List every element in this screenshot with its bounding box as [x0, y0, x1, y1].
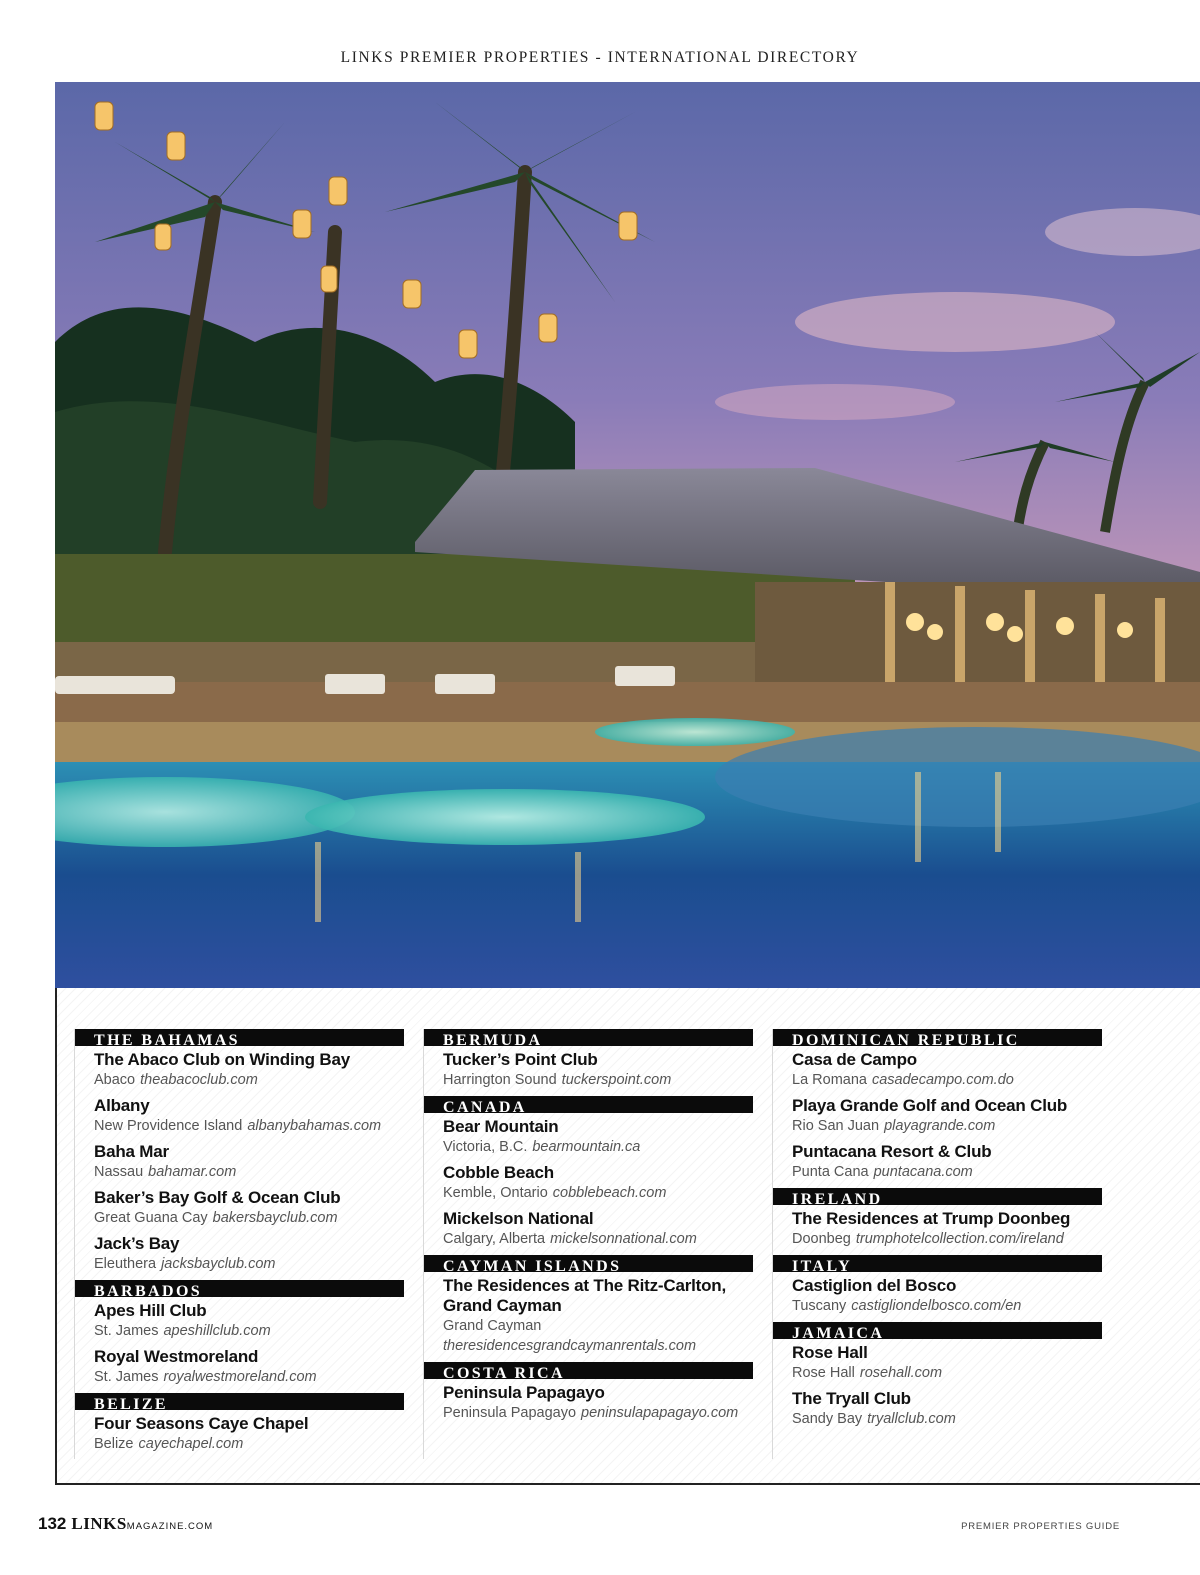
listing-name: Baker’s Bay Golf & Ocean Club — [94, 1188, 341, 1207]
listing-entry — [424, 1209, 753, 1249]
listing-url[interactable]: albanybahamas.com — [247, 1118, 382, 1134]
folio — [38, 1514, 213, 1534]
listing-name: Playa Grande Golf and Ocean Club — [792, 1096, 1068, 1115]
section-heading-bermuda: BERMUDA — [424, 1029, 753, 1046]
listing-location: Grand Cayman — [443, 1318, 542, 1334]
listing-entry — [75, 1096, 404, 1136]
listing-entry — [75, 1188, 404, 1228]
listing-name: Castiglion del Bosco — [792, 1276, 957, 1295]
listing-location: Peninsula Papagayo — [443, 1405, 577, 1421]
listing-url[interactable]: bearmountain.ca — [532, 1139, 641, 1155]
listing-entry — [75, 1142, 404, 1182]
listing-entry — [773, 1209, 1102, 1249]
listing-location: Belize — [94, 1436, 134, 1452]
listing-location: Rose Hall — [792, 1365, 855, 1381]
listing-location: Kemble, Ontario — [443, 1185, 548, 1201]
listing-url[interactable]: peninsulapapagayo.com — [581, 1405, 739, 1421]
listing-entry — [75, 1234, 404, 1274]
listing-url[interactable]: casadecampo.com.do — [871, 1072, 1014, 1088]
listing-url[interactable]: apeshillclub.com — [163, 1323, 271, 1339]
listing-name: Albany — [94, 1096, 150, 1115]
listing-name: Rose Hall — [792, 1343, 868, 1362]
section-heading-costa-rica: COSTA RICA — [424, 1362, 753, 1379]
page-number: 132 — [38, 1514, 67, 1533]
listing-url[interactable]: playagrande.com — [884, 1118, 996, 1134]
listing-entry — [773, 1389, 1102, 1429]
listing-entry — [75, 1301, 404, 1341]
listing-name: Apes Hill Club — [94, 1301, 207, 1320]
listing-name: Baha Mar — [94, 1142, 169, 1161]
section-heading-ireland: IRELAND — [773, 1188, 1102, 1205]
listing-location: Nassau — [94, 1164, 144, 1180]
section-heading-italy: ITALY — [773, 1255, 1102, 1272]
listing-name: Four Seasons Caye Chapel — [94, 1414, 309, 1433]
listing-name: Royal Westmoreland — [94, 1347, 259, 1366]
listing-entry — [773, 1276, 1102, 1316]
listing-location: Harrington Sound — [443, 1072, 557, 1088]
listing-name: Mickelson National — [443, 1209, 594, 1228]
listing-url[interactable]: mickelsonnational.com — [550, 1231, 697, 1247]
section-heading-belize: BELIZE — [75, 1393, 404, 1410]
listing-name: Casa de Campo — [792, 1050, 917, 1069]
listing-name: Bear Mountain — [443, 1117, 559, 1136]
magazine-domain[interactable]: MAGAZINE.COM — [126, 1521, 214, 1532]
listing-location: Sandy Bay — [792, 1411, 863, 1427]
section-heading-bahamas: THE BAHAMAS — [75, 1029, 404, 1046]
listing-entry — [773, 1050, 1102, 1090]
listing-location: New Providence Island — [94, 1118, 243, 1134]
listing-entry — [424, 1117, 753, 1157]
listing-entry — [424, 1383, 753, 1423]
listing-location: Abaco — [94, 1072, 136, 1088]
listing-url[interactable]: tryallclub.com — [867, 1411, 956, 1427]
listing-location: Calgary, Alberta — [443, 1231, 546, 1247]
listing-entry — [773, 1142, 1102, 1182]
listing-name: The Abaco Club on Winding Bay — [94, 1050, 350, 1069]
listing-entry — [424, 1276, 753, 1356]
listing-location: Tuscany — [792, 1298, 847, 1314]
listing-url[interactable]: rosehall.com — [859, 1365, 943, 1381]
listing-entry — [773, 1343, 1102, 1383]
listing-entry — [75, 1347, 404, 1387]
listing-location: La Romana — [792, 1072, 867, 1088]
listing-name: Peninsula Papagayo — [443, 1383, 605, 1402]
listing-name: The Residences at The Ritz-Carlton, Grand Cayman — [443, 1276, 726, 1315]
listing-url[interactable]: puntacana.com — [873, 1164, 973, 1180]
listing-url[interactable]: cayechapel.com — [138, 1436, 244, 1452]
running-head: LINKS PREMIER PROPERTIES - INTERNATIONAL DIRECTORY — [340, 49, 860, 66]
listing-entry — [424, 1163, 753, 1203]
listing-url[interactable]: bakersbayclub.com — [212, 1210, 338, 1226]
listing-name: The Residences at Trump Doonbeg — [792, 1209, 1071, 1228]
listing-location: Punta Cana — [792, 1164, 869, 1180]
section-heading-dominican-republic: DOMINICAN REPUBLIC — [773, 1029, 1102, 1046]
listing-entry — [424, 1050, 753, 1090]
listing-url[interactable]: theabacoclub.com — [140, 1072, 258, 1088]
listing-entry — [773, 1096, 1102, 1136]
listing-url[interactable]: bahamar.com — [148, 1164, 237, 1180]
listing-location: Rio San Juan — [792, 1118, 880, 1134]
listing-url[interactable]: royalwestmoreland.com — [163, 1369, 317, 1385]
section-heading-cayman-islands: CAYMAN ISLANDS — [424, 1255, 753, 1272]
listing-url[interactable]: theresidencesgrandcaymanrentals.com — [443, 1338, 697, 1354]
listing-location: Great Guana Cay — [94, 1210, 208, 1226]
listing-location: St. James — [94, 1323, 159, 1339]
listing-name: Jack’s Bay — [94, 1234, 180, 1253]
directory-column-3 — [772, 1029, 1102, 1459]
listing-entry — [75, 1050, 404, 1090]
resort-pool-photo — [55, 82, 1200, 988]
listing-name: Cobble Beach — [443, 1163, 554, 1182]
listing-name: Tucker’s Point Club — [443, 1050, 598, 1069]
listing-url[interactable]: castigliondelbosco.com/en — [851, 1298, 1022, 1314]
listing-entry — [75, 1414, 404, 1454]
listing-location: Victoria, B.C. — [443, 1139, 528, 1155]
guide-label: PREMIER PROPERTIES GUIDE — [961, 1521, 1120, 1532]
section-heading-canada: CANADA — [424, 1096, 753, 1113]
listing-url[interactable]: trumphotelcollection.com/ireland — [855, 1231, 1064, 1247]
listing-name: The Tryall Club — [792, 1389, 911, 1408]
directory-column-2 — [423, 1029, 753, 1459]
listing-location: Eleuthera — [94, 1256, 157, 1272]
directory-column-1 — [74, 1029, 404, 1459]
section-heading-barbados: BARBADOS — [75, 1280, 404, 1297]
listing-url[interactable]: cobblebeach.com — [552, 1185, 667, 1201]
listing-location: St. James — [94, 1369, 159, 1385]
magazine-name: LINKS — [71, 1514, 127, 1533]
listing-location: Doonbeg — [792, 1231, 851, 1247]
listing-name: Puntacana Resort & Club — [792, 1142, 992, 1161]
listing-url[interactable]: jacksbayclub.com — [161, 1256, 276, 1272]
listing-url[interactable]: tuckerspoint.com — [561, 1072, 672, 1088]
section-heading-jamaica: JAMAICA — [773, 1322, 1102, 1339]
